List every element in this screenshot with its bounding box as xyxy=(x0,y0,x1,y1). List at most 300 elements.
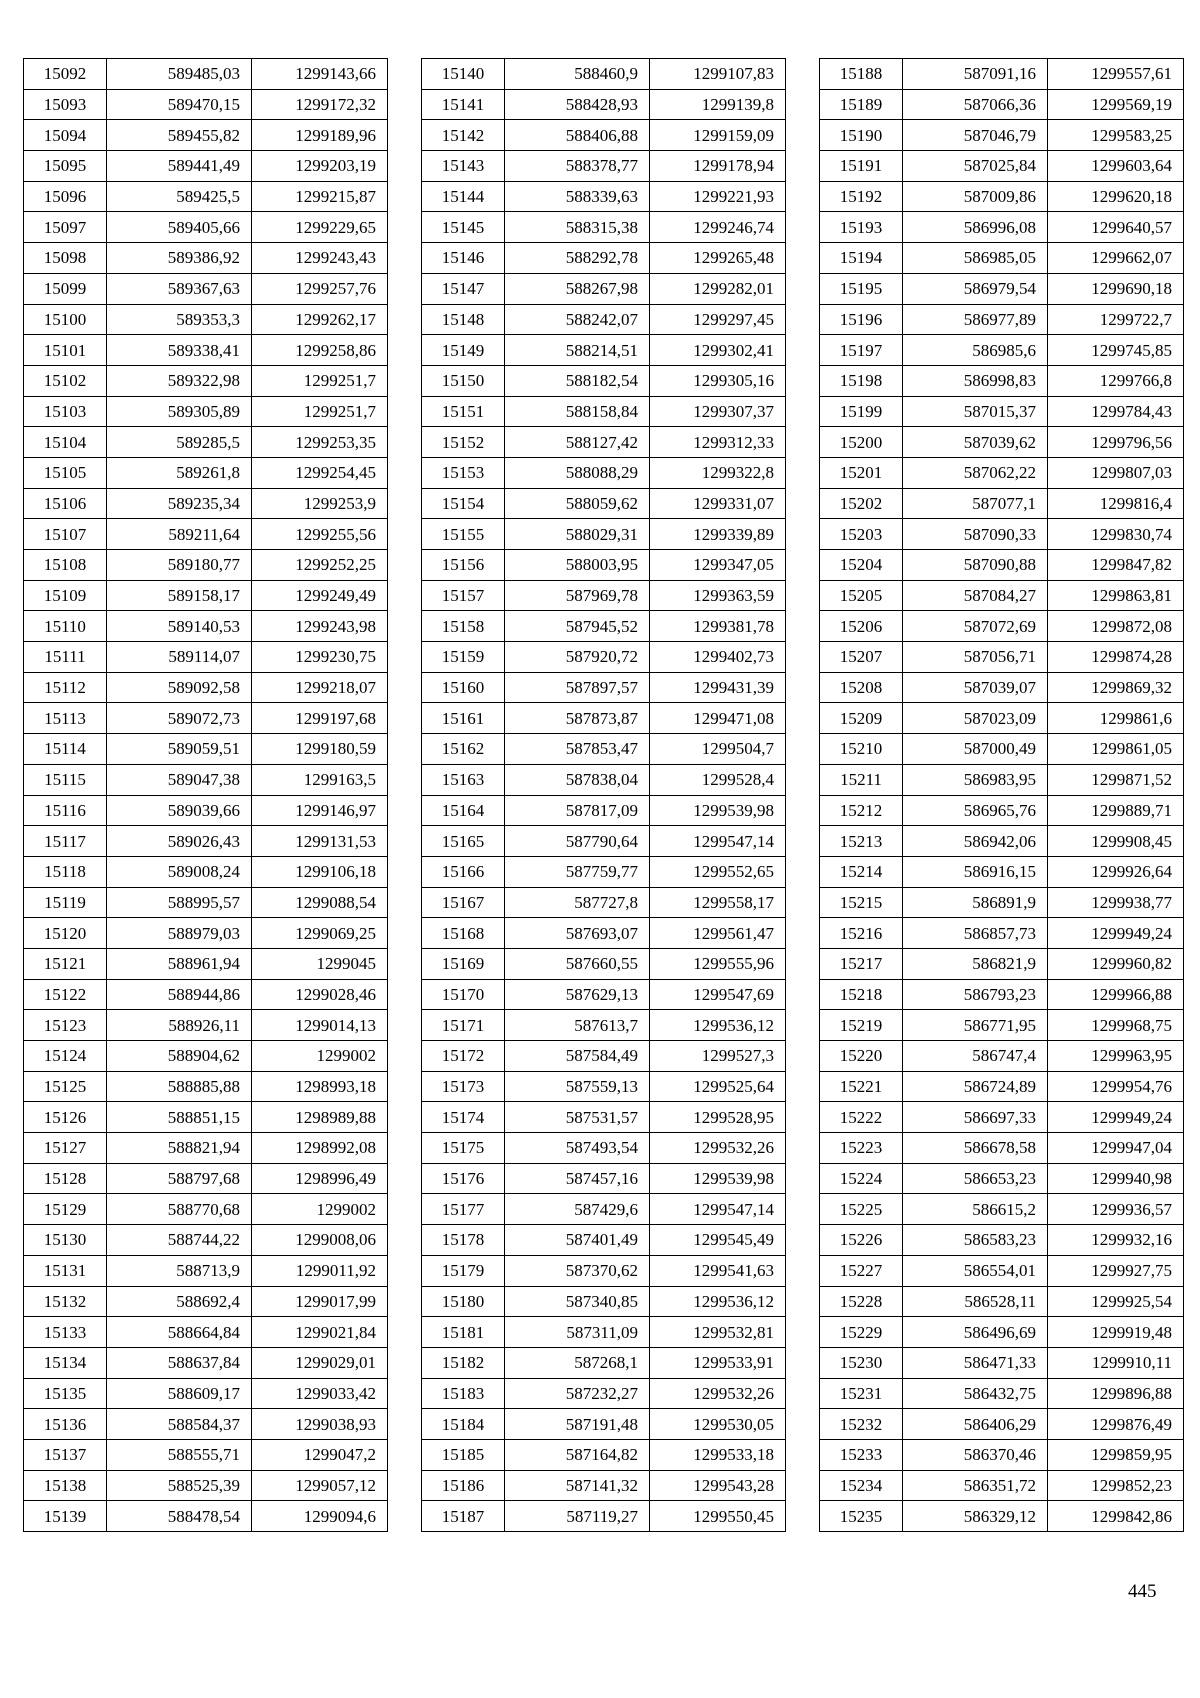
point-number-cell: 15181 xyxy=(422,1317,505,1348)
point-number-cell: 15164 xyxy=(422,795,505,826)
table-row xyxy=(24,1071,388,1102)
x-coordinate-cell: 588478,54 xyxy=(107,1501,252,1532)
page-number: 445 xyxy=(1128,1581,1157,1602)
table-row xyxy=(820,181,1184,212)
y-coordinate-cell: 1299925,54 xyxy=(1048,1286,1184,1317)
table-row xyxy=(820,1470,1184,1501)
y-coordinate-cell: 1299927,75 xyxy=(1048,1255,1184,1286)
y-coordinate-cell: 1299889,71 xyxy=(1048,795,1184,826)
coordinates-table-3 xyxy=(819,58,1184,1532)
table-row xyxy=(24,1378,388,1409)
x-coordinate-cell: 586979,54 xyxy=(903,273,1048,304)
x-coordinate-cell: 588904,62 xyxy=(107,1041,252,1072)
x-coordinate-cell: 587039,62 xyxy=(903,427,1048,458)
point-number-cell: 15198 xyxy=(820,365,903,396)
table-row xyxy=(422,672,786,703)
point-number-cell: 15135 xyxy=(24,1378,107,1409)
y-coordinate-cell: 1299229,65 xyxy=(252,212,388,243)
x-coordinate-cell: 588944,86 xyxy=(107,979,252,1010)
y-coordinate-cell: 1299221,93 xyxy=(650,181,786,212)
x-coordinate-cell: 588713,9 xyxy=(107,1255,252,1286)
point-number-cell: 15119 xyxy=(24,887,107,918)
table-row xyxy=(820,1225,1184,1256)
coordinates-table-body xyxy=(422,59,786,1532)
table-row xyxy=(820,151,1184,182)
x-coordinate-cell: 589092,58 xyxy=(107,672,252,703)
point-number-cell: 15132 xyxy=(24,1286,107,1317)
table-row xyxy=(24,519,388,550)
x-coordinate-cell: 587072,69 xyxy=(903,611,1048,642)
y-coordinate-cell: 1299807,03 xyxy=(1048,457,1184,488)
x-coordinate-cell: 586857,73 xyxy=(903,918,1048,949)
y-coordinate-cell: 1299038,93 xyxy=(252,1409,388,1440)
point-number-cell: 15131 xyxy=(24,1255,107,1286)
table-row xyxy=(24,335,388,366)
x-coordinate-cell: 587531,57 xyxy=(505,1102,650,1133)
y-coordinate-cell: 1299532,26 xyxy=(650,1378,786,1409)
y-coordinate-cell: 1299178,94 xyxy=(650,151,786,182)
point-number-cell: 15095 xyxy=(24,151,107,182)
x-coordinate-cell: 587613,7 xyxy=(505,1010,650,1041)
point-number-cell: 15176 xyxy=(422,1163,505,1194)
x-coordinate-cell: 589470,15 xyxy=(107,89,252,120)
y-coordinate-cell: 1299949,24 xyxy=(1048,1102,1184,1133)
y-coordinate-cell: 1299533,91 xyxy=(650,1347,786,1378)
point-number-cell: 15175 xyxy=(422,1133,505,1164)
y-coordinate-cell: 1299312,33 xyxy=(650,427,786,458)
y-coordinate-cell: 1299258,86 xyxy=(252,335,388,366)
y-coordinate-cell: 1299402,73 xyxy=(650,642,786,673)
x-coordinate-cell: 588267,98 xyxy=(505,273,650,304)
x-coordinate-cell: 586724,89 xyxy=(903,1071,1048,1102)
point-number-cell: 15098 xyxy=(24,243,107,274)
x-coordinate-cell: 587584,49 xyxy=(505,1041,650,1072)
coordinates-table-body xyxy=(24,59,388,1532)
point-number-cell: 15129 xyxy=(24,1194,107,1225)
y-coordinate-cell: 1299561,47 xyxy=(650,918,786,949)
table-row xyxy=(24,181,388,212)
y-coordinate-cell: 1299816,4 xyxy=(1048,488,1184,519)
point-number-cell: 15163 xyxy=(422,764,505,795)
x-coordinate-cell: 586965,76 xyxy=(903,795,1048,826)
point-number-cell: 15219 xyxy=(820,1010,903,1041)
table-row xyxy=(422,243,786,274)
x-coordinate-cell: 587015,37 xyxy=(903,396,1048,427)
y-coordinate-cell: 1299251,7 xyxy=(252,365,388,396)
point-number-cell: 15215 xyxy=(820,887,903,918)
y-coordinate-cell: 1299002 xyxy=(252,1194,388,1225)
x-coordinate-cell: 589158,17 xyxy=(107,580,252,611)
x-coordinate-cell: 587559,13 xyxy=(505,1071,650,1102)
table-row xyxy=(820,611,1184,642)
point-number-cell: 15229 xyxy=(820,1317,903,1348)
x-coordinate-cell: 588406,88 xyxy=(505,120,650,151)
x-coordinate-cell: 587000,49 xyxy=(903,734,1048,765)
y-coordinate-cell: 1299172,32 xyxy=(252,89,388,120)
point-number-cell: 15232 xyxy=(820,1409,903,1440)
point-number-cell: 15221 xyxy=(820,1071,903,1102)
x-coordinate-cell: 588770,68 xyxy=(107,1194,252,1225)
y-coordinate-cell: 1299305,16 xyxy=(650,365,786,396)
table-row xyxy=(422,1439,786,1470)
table-row xyxy=(422,1317,786,1348)
table-row xyxy=(820,59,1184,90)
y-coordinate-cell: 1299029,01 xyxy=(252,1347,388,1378)
table-row xyxy=(820,120,1184,151)
table-row xyxy=(820,427,1184,458)
point-number-cell: 15117 xyxy=(24,826,107,857)
point-number-cell: 15123 xyxy=(24,1010,107,1041)
table-row xyxy=(820,519,1184,550)
table-row xyxy=(820,1010,1184,1041)
y-coordinate-cell: 1299255,56 xyxy=(252,519,388,550)
table-row xyxy=(24,120,388,151)
table-row xyxy=(24,672,388,703)
point-number-cell: 15162 xyxy=(422,734,505,765)
y-coordinate-cell: 1299381,78 xyxy=(650,611,786,642)
point-number-cell: 15191 xyxy=(820,151,903,182)
x-coordinate-cell: 586985,05 xyxy=(903,243,1048,274)
y-coordinate-cell: 1299555,96 xyxy=(650,948,786,979)
x-coordinate-cell: 586985,6 xyxy=(903,335,1048,366)
x-coordinate-cell: 587077,1 xyxy=(903,488,1048,519)
table-row xyxy=(24,1010,388,1041)
table-row xyxy=(422,703,786,734)
y-coordinate-cell: 1299347,05 xyxy=(650,550,786,581)
table-row xyxy=(422,734,786,765)
table-row xyxy=(422,1378,786,1409)
y-coordinate-cell: 1299246,74 xyxy=(650,212,786,243)
table-row xyxy=(422,948,786,979)
point-number-cell: 15155 xyxy=(422,519,505,550)
y-coordinate-cell: 1299863,81 xyxy=(1048,580,1184,611)
table-row xyxy=(820,1133,1184,1164)
point-number-cell: 15190 xyxy=(820,120,903,151)
x-coordinate-cell: 587429,6 xyxy=(505,1194,650,1225)
table-row xyxy=(820,1163,1184,1194)
table-row xyxy=(422,181,786,212)
y-coordinate-cell: 1299690,18 xyxy=(1048,273,1184,304)
table-row xyxy=(24,1041,388,1072)
table-row xyxy=(24,1286,388,1317)
x-coordinate-cell: 586996,08 xyxy=(903,212,1048,243)
table-row xyxy=(24,59,388,90)
table-row xyxy=(820,335,1184,366)
point-number-cell: 15167 xyxy=(422,887,505,918)
y-coordinate-cell: 1299722,7 xyxy=(1048,304,1184,335)
y-coordinate-cell: 1299471,08 xyxy=(650,703,786,734)
x-coordinate-cell: 587090,88 xyxy=(903,550,1048,581)
y-coordinate-cell: 1299257,76 xyxy=(252,273,388,304)
x-coordinate-cell: 587727,8 xyxy=(505,887,650,918)
point-number-cell: 15195 xyxy=(820,273,903,304)
x-coordinate-cell: 587920,72 xyxy=(505,642,650,673)
table-row xyxy=(422,1102,786,1133)
point-number-cell: 15157 xyxy=(422,580,505,611)
point-number-cell: 15173 xyxy=(422,1071,505,1102)
point-number-cell: 15192 xyxy=(820,181,903,212)
y-coordinate-cell: 1299203,19 xyxy=(252,151,388,182)
point-number-cell: 15099 xyxy=(24,273,107,304)
y-coordinate-cell: 1299963,95 xyxy=(1048,1041,1184,1072)
y-coordinate-cell: 1299620,18 xyxy=(1048,181,1184,212)
x-coordinate-cell: 587119,27 xyxy=(505,1501,650,1532)
table-row xyxy=(24,550,388,581)
x-coordinate-cell: 586554,01 xyxy=(903,1255,1048,1286)
x-coordinate-cell: 589353,3 xyxy=(107,304,252,335)
point-number-cell: 15134 xyxy=(24,1347,107,1378)
x-coordinate-cell: 589441,49 xyxy=(107,151,252,182)
x-coordinate-cell: 588584,37 xyxy=(107,1409,252,1440)
table-row xyxy=(422,580,786,611)
table-row xyxy=(24,427,388,458)
table-row xyxy=(422,273,786,304)
table-row xyxy=(820,243,1184,274)
y-coordinate-cell: 1299262,17 xyxy=(252,304,388,335)
y-coordinate-cell: 1299662,07 xyxy=(1048,243,1184,274)
point-number-cell: 15143 xyxy=(422,151,505,182)
table-row xyxy=(820,457,1184,488)
y-coordinate-cell: 1299431,39 xyxy=(650,672,786,703)
x-coordinate-cell: 588378,77 xyxy=(505,151,650,182)
table-row xyxy=(820,856,1184,887)
x-coordinate-cell: 589180,77 xyxy=(107,550,252,581)
table-row xyxy=(422,120,786,151)
table-row xyxy=(24,611,388,642)
point-number-cell: 15137 xyxy=(24,1439,107,1470)
y-coordinate-cell: 1299872,08 xyxy=(1048,611,1184,642)
y-coordinate-cell: 1299876,49 xyxy=(1048,1409,1184,1440)
y-coordinate-cell: 1299539,98 xyxy=(650,1163,786,1194)
y-coordinate-cell: 1299547,14 xyxy=(650,826,786,857)
point-number-cell: 15225 xyxy=(820,1194,903,1225)
point-number-cell: 15126 xyxy=(24,1102,107,1133)
y-coordinate-cell: 1299265,48 xyxy=(650,243,786,274)
x-coordinate-cell: 586496,69 xyxy=(903,1317,1048,1348)
table-row xyxy=(24,1194,388,1225)
y-coordinate-cell: 1299583,25 xyxy=(1048,120,1184,151)
table-row xyxy=(422,979,786,1010)
x-coordinate-cell: 588214,51 xyxy=(505,335,650,366)
x-coordinate-cell: 586771,95 xyxy=(903,1010,1048,1041)
x-coordinate-cell: 588821,94 xyxy=(107,1133,252,1164)
point-number-cell: 15174 xyxy=(422,1102,505,1133)
x-coordinate-cell: 587457,16 xyxy=(505,1163,650,1194)
x-coordinate-cell: 587873,87 xyxy=(505,703,650,734)
x-coordinate-cell: 587945,52 xyxy=(505,611,650,642)
x-coordinate-cell: 587091,16 xyxy=(903,59,1048,90)
table-row xyxy=(422,1286,786,1317)
table-row xyxy=(422,764,786,795)
y-coordinate-cell: 1298989,88 xyxy=(252,1102,388,1133)
x-coordinate-cell: 586977,89 xyxy=(903,304,1048,335)
x-coordinate-cell: 589114,07 xyxy=(107,642,252,673)
table-row xyxy=(422,795,786,826)
y-coordinate-cell: 1298996,49 xyxy=(252,1163,388,1194)
y-coordinate-cell: 1299910,11 xyxy=(1048,1347,1184,1378)
y-coordinate-cell: 1299954,76 xyxy=(1048,1071,1184,1102)
table-row xyxy=(24,1317,388,1348)
x-coordinate-cell: 589211,64 xyxy=(107,519,252,550)
point-number-cell: 15183 xyxy=(422,1378,505,1409)
x-coordinate-cell: 589072,73 xyxy=(107,703,252,734)
table-row xyxy=(24,795,388,826)
x-coordinate-cell: 589008,24 xyxy=(107,856,252,887)
y-coordinate-cell: 1299215,87 xyxy=(252,181,388,212)
table-row xyxy=(820,212,1184,243)
point-number-cell: 15094 xyxy=(24,120,107,151)
y-coordinate-cell: 1299550,45 xyxy=(650,1501,786,1532)
x-coordinate-cell: 587084,27 xyxy=(903,580,1048,611)
y-coordinate-cell: 1299871,52 xyxy=(1048,764,1184,795)
point-number-cell: 15092 xyxy=(24,59,107,90)
point-number-cell: 15138 xyxy=(24,1470,107,1501)
point-number-cell: 15144 xyxy=(422,181,505,212)
table-row xyxy=(820,1317,1184,1348)
x-coordinate-cell: 587191,48 xyxy=(505,1409,650,1440)
x-coordinate-cell: 586916,15 xyxy=(903,856,1048,887)
x-coordinate-cell: 586329,12 xyxy=(903,1501,1048,1532)
point-number-cell: 15105 xyxy=(24,457,107,488)
table-row xyxy=(24,734,388,765)
y-coordinate-cell: 1299143,66 xyxy=(252,59,388,90)
x-coordinate-cell: 588242,07 xyxy=(505,304,650,335)
x-coordinate-cell: 589285,5 xyxy=(107,427,252,458)
x-coordinate-cell: 589026,43 xyxy=(107,826,252,857)
table-row xyxy=(820,550,1184,581)
table-row xyxy=(422,642,786,673)
y-coordinate-cell: 1299533,18 xyxy=(650,1439,786,1470)
y-coordinate-cell: 1299766,8 xyxy=(1048,365,1184,396)
y-coordinate-cell: 1299254,45 xyxy=(252,457,388,488)
table-row xyxy=(24,212,388,243)
y-coordinate-cell: 1299088,54 xyxy=(252,887,388,918)
table-row xyxy=(24,1225,388,1256)
table-row xyxy=(422,89,786,120)
table-row xyxy=(24,948,388,979)
coordinates-table-body xyxy=(820,59,1184,1532)
x-coordinate-cell: 587370,62 xyxy=(505,1255,650,1286)
table-row xyxy=(422,212,786,243)
x-coordinate-cell: 589140,53 xyxy=(107,611,252,642)
y-coordinate-cell: 1299847,82 xyxy=(1048,550,1184,581)
coordinates-table-1 xyxy=(23,58,388,1532)
x-coordinate-cell: 589367,63 xyxy=(107,273,252,304)
table-row xyxy=(24,979,388,1010)
y-coordinate-cell: 1299331,07 xyxy=(650,488,786,519)
table-row xyxy=(24,642,388,673)
y-coordinate-cell: 1299919,48 xyxy=(1048,1317,1184,1348)
point-number-cell: 15125 xyxy=(24,1071,107,1102)
point-number-cell: 15158 xyxy=(422,611,505,642)
table-row xyxy=(24,918,388,949)
point-number-cell: 15148 xyxy=(422,304,505,335)
x-coordinate-cell: 586653,23 xyxy=(903,1163,1048,1194)
x-coordinate-cell: 587340,85 xyxy=(505,1286,650,1317)
x-coordinate-cell: 589485,03 xyxy=(107,59,252,90)
table-row xyxy=(820,703,1184,734)
table-row xyxy=(820,396,1184,427)
x-coordinate-cell: 589039,66 xyxy=(107,795,252,826)
x-coordinate-cell: 588664,84 xyxy=(107,1317,252,1348)
x-coordinate-cell: 586983,95 xyxy=(903,764,1048,795)
point-number-cell: 15124 xyxy=(24,1041,107,1072)
y-coordinate-cell: 1299249,49 xyxy=(252,580,388,611)
table-row xyxy=(422,1133,786,1164)
table-row xyxy=(820,1102,1184,1133)
y-coordinate-cell: 1299243,98 xyxy=(252,611,388,642)
y-coordinate-cell: 1299528,4 xyxy=(650,764,786,795)
point-number-cell: 15154 xyxy=(422,488,505,519)
point-number-cell: 15151 xyxy=(422,396,505,427)
point-number-cell: 15104 xyxy=(24,427,107,458)
point-number-cell: 15127 xyxy=(24,1133,107,1164)
x-coordinate-cell: 589425,5 xyxy=(107,181,252,212)
table-row xyxy=(820,580,1184,611)
point-number-cell: 15097 xyxy=(24,212,107,243)
table-row xyxy=(820,764,1184,795)
table-row xyxy=(24,1163,388,1194)
table-row xyxy=(24,457,388,488)
y-coordinate-cell: 1299545,49 xyxy=(650,1225,786,1256)
table-row xyxy=(422,1501,786,1532)
table-row xyxy=(24,703,388,734)
x-coordinate-cell: 588885,88 xyxy=(107,1071,252,1102)
table-row xyxy=(422,151,786,182)
x-coordinate-cell: 589059,51 xyxy=(107,734,252,765)
x-coordinate-cell: 586432,75 xyxy=(903,1378,1048,1409)
y-coordinate-cell: 1299940,98 xyxy=(1048,1163,1184,1194)
x-coordinate-cell: 588926,11 xyxy=(107,1010,252,1041)
x-coordinate-cell: 589322,98 xyxy=(107,365,252,396)
y-coordinate-cell: 1299033,42 xyxy=(252,1378,388,1409)
table-row xyxy=(820,304,1184,335)
table-row xyxy=(24,887,388,918)
point-number-cell: 15206 xyxy=(820,611,903,642)
y-coordinate-cell: 1299543,28 xyxy=(650,1470,786,1501)
x-coordinate-cell: 589235,34 xyxy=(107,488,252,519)
point-number-cell: 15220 xyxy=(820,1041,903,1072)
table-row xyxy=(24,1439,388,1470)
point-number-cell: 15227 xyxy=(820,1255,903,1286)
point-number-cell: 15147 xyxy=(422,273,505,304)
point-number-cell: 15193 xyxy=(820,212,903,243)
table-row xyxy=(820,887,1184,918)
x-coordinate-cell: 586697,33 xyxy=(903,1102,1048,1133)
x-coordinate-cell: 588292,78 xyxy=(505,243,650,274)
x-coordinate-cell: 587062,22 xyxy=(903,457,1048,488)
y-coordinate-cell: 1299536,12 xyxy=(650,1010,786,1041)
x-coordinate-cell: 587969,78 xyxy=(505,580,650,611)
y-coordinate-cell: 1299363,59 xyxy=(650,580,786,611)
x-coordinate-cell: 588158,84 xyxy=(505,396,650,427)
point-number-cell: 15161 xyxy=(422,703,505,734)
table-row xyxy=(422,611,786,642)
point-number-cell: 15217 xyxy=(820,948,903,979)
y-coordinate-cell: 1299932,16 xyxy=(1048,1225,1184,1256)
x-coordinate-cell: 587838,04 xyxy=(505,764,650,795)
table-row xyxy=(422,457,786,488)
table-row xyxy=(422,856,786,887)
table-row xyxy=(422,1163,786,1194)
x-coordinate-cell: 588797,68 xyxy=(107,1163,252,1194)
x-coordinate-cell: 587817,09 xyxy=(505,795,650,826)
point-number-cell: 15199 xyxy=(820,396,903,427)
point-number-cell: 15182 xyxy=(422,1347,505,1378)
x-coordinate-cell: 589405,66 xyxy=(107,212,252,243)
x-coordinate-cell: 586747,4 xyxy=(903,1041,1048,1072)
y-coordinate-cell: 1299552,65 xyxy=(650,856,786,887)
